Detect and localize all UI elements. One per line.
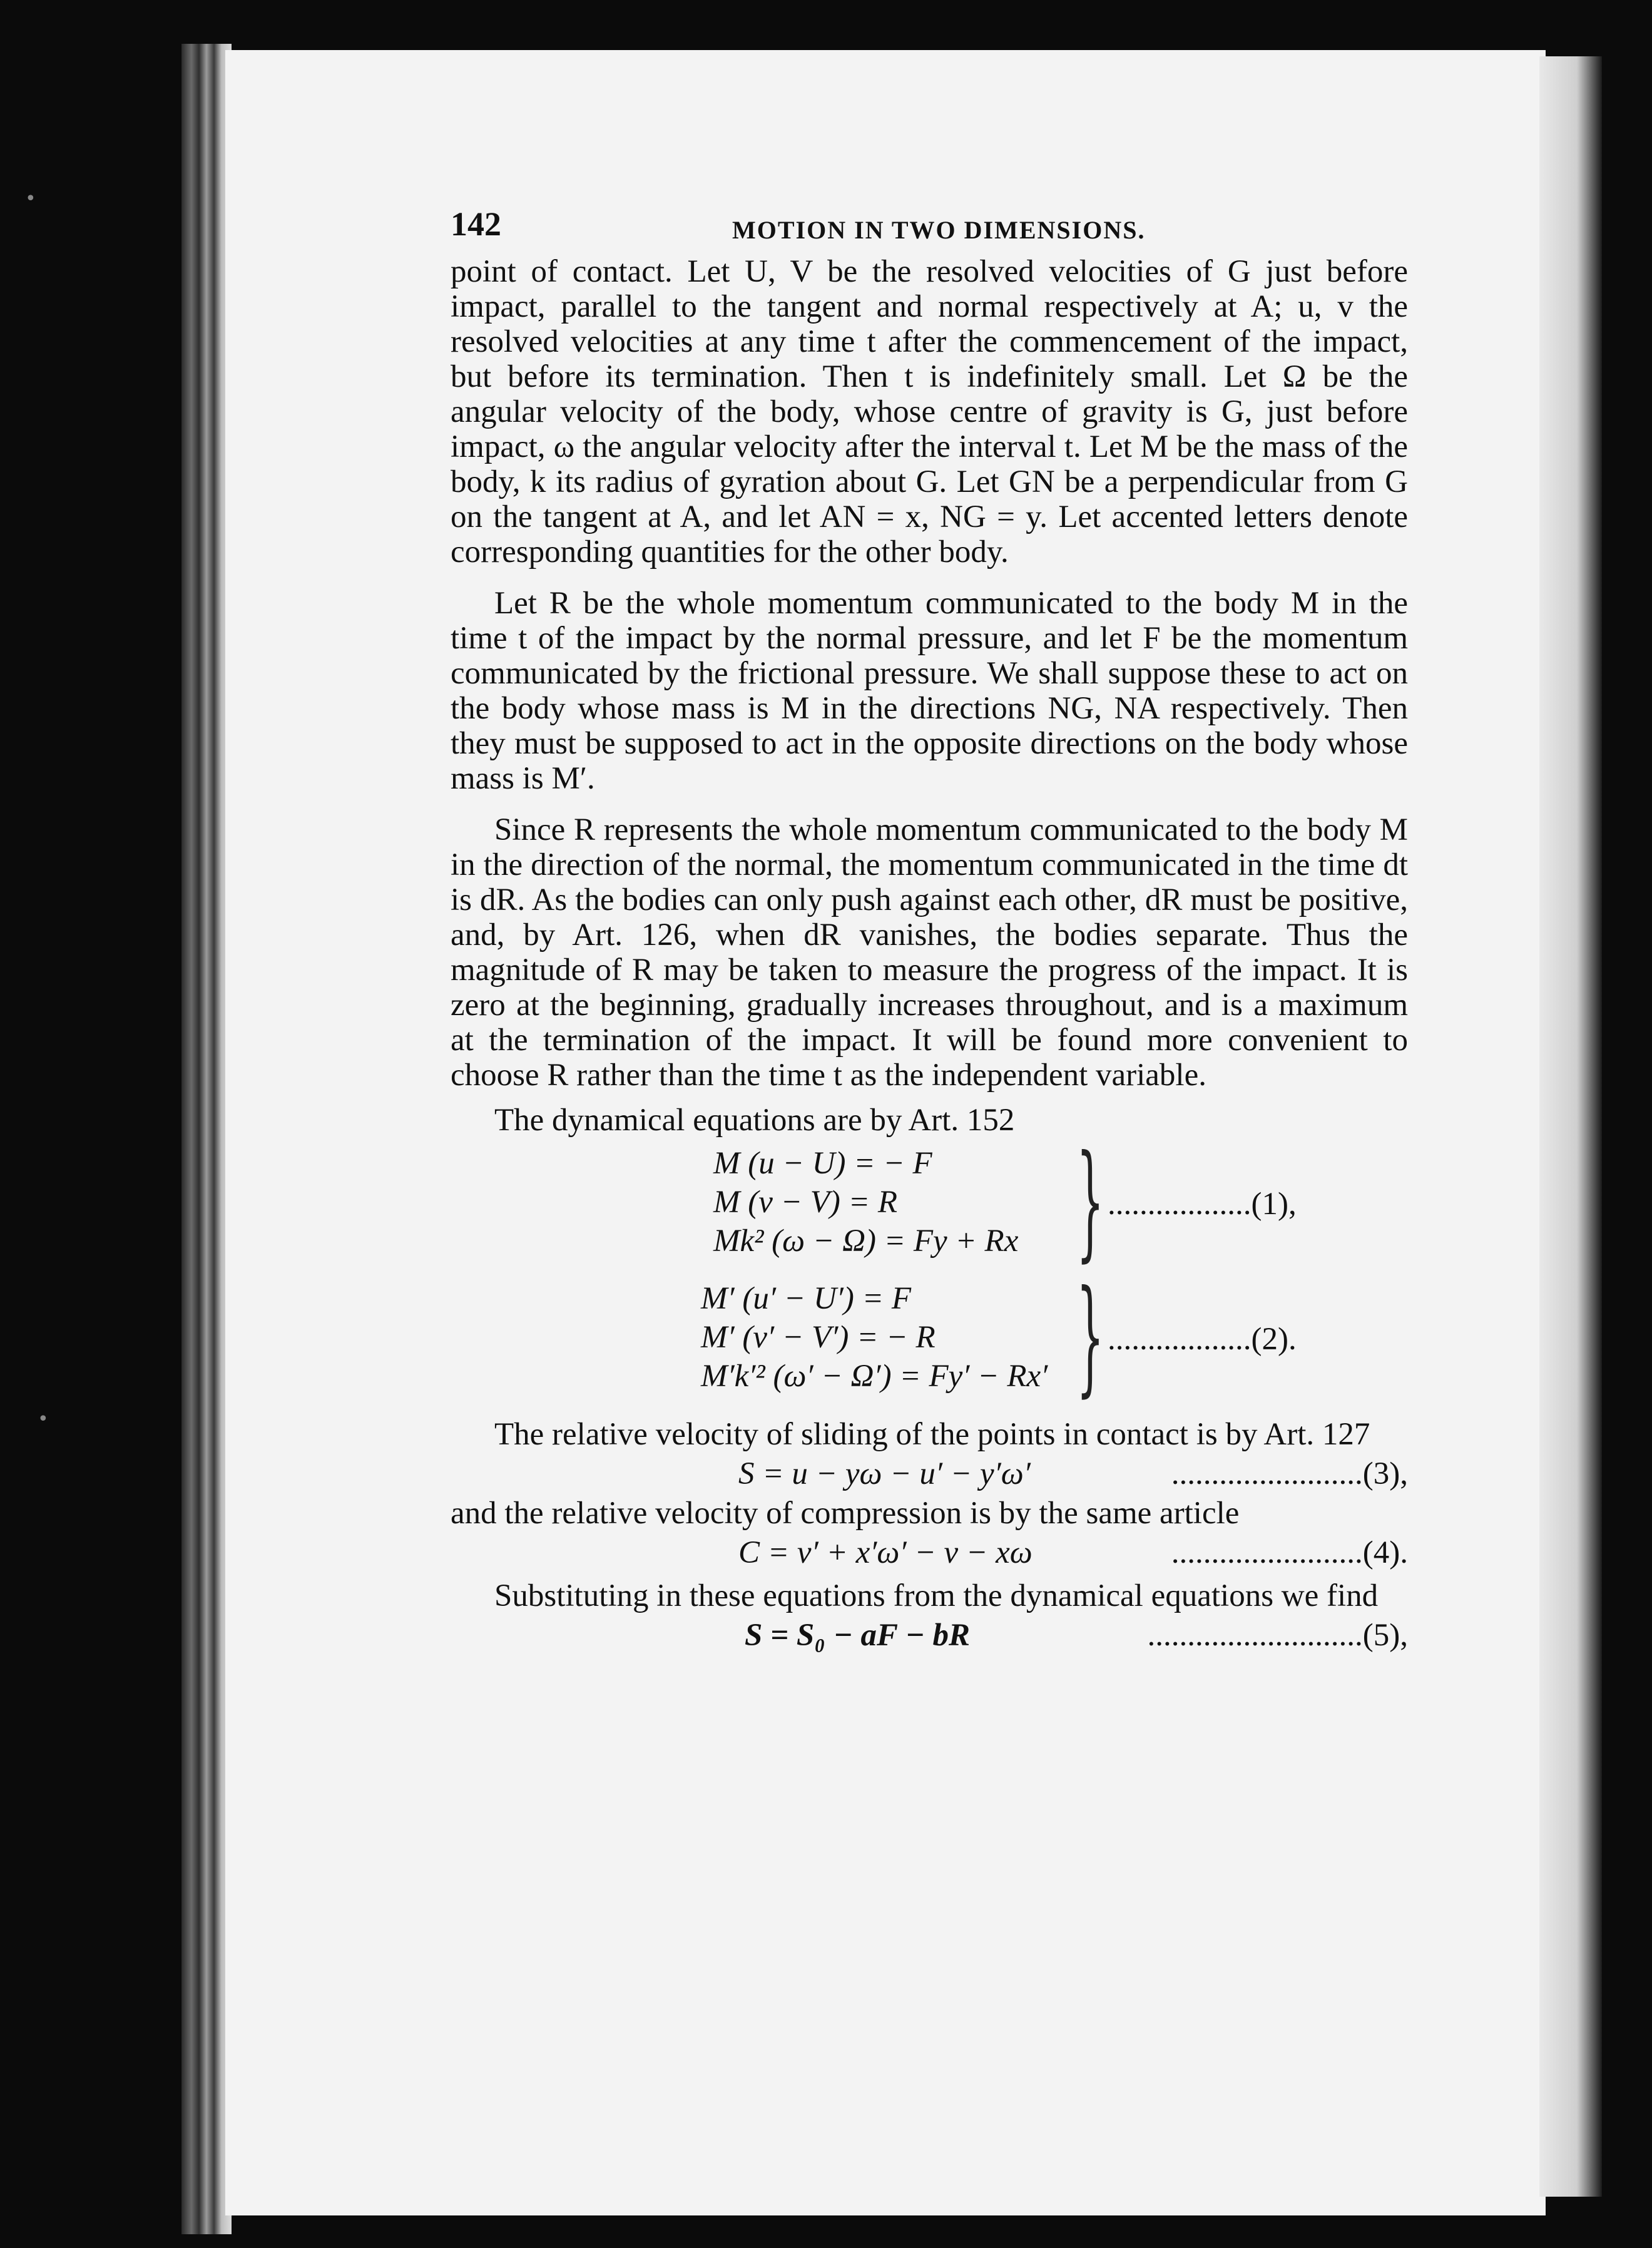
equation-4: [451, 1531, 1408, 1575]
equation-line: M′k′² (ω′ − Ω′) = Fy′ − Rx′: [701, 1359, 1048, 1394]
equation-label-4: ........................(4).: [1171, 1535, 1408, 1570]
equation-line: M′ (u′ − U′) = F: [701, 1281, 911, 1316]
equation-line: M′ (v′ − V′) = − R: [701, 1320, 936, 1355]
equation-line: M (v − V) = R: [713, 1185, 897, 1220]
paragraph-4: The dynamical equations are by Art. 152: [494, 1103, 1015, 1138]
paragraph-substituting: Substituting in these equations from the dynamical equations we find: [494, 1578, 1379, 1613]
page-content: [451, 200, 1408, 1657]
equation-formula: S = u − yω − u′ − y′ω′: [738, 1456, 1031, 1491]
scan-speck: •: [38, 1408, 49, 1430]
equation-line: Mk² (ω − Ω) = Fy + Rx: [713, 1224, 1019, 1259]
curly-brace: }: [1076, 1264, 1104, 1409]
facing-page-edge: [1539, 56, 1602, 2197]
paragraph-compression: and the relative velocity of compression is by the same article: [451, 1496, 1240, 1531]
equation-label-1: ..................(1),: [1108, 1187, 1297, 1222]
equation-label-2: ..................(2).: [1108, 1322, 1297, 1357]
equation-3: [451, 1452, 1408, 1496]
paragraph-sliding: The relative velocity of sliding of the points in contact is by Art. 127: [494, 1417, 1370, 1452]
curly-brace: }: [1076, 1128, 1104, 1274]
page-header: [451, 200, 1408, 250]
equation-formula: S = S₀ − aF − bR: [745, 1618, 970, 1653]
paragraph-1: point of contact. Let U, V be the resolved velocities of G just before impact, parallel to the tangent and normal respectively at A; u, v the resolved velocities at any time t after the commencement of the impact, but before its termination. Then t is indefinitely small. Let Ω be the angular velocity of the body, whose centre of gravity is G, just before impact, ω the angular velocity after the interval t. Let M be the mass of the body, k its radius of gyration about G. Let GN be a perpendicular from G on the tangent at A, and let AN = x, NG = y. Let accented letters denote corresponding quantities for the other body.: [451, 254, 1408, 570]
page-number: 142: [451, 205, 501, 243]
scan-speck: •: [25, 188, 36, 210]
equation-label-5: ...........................(5),: [1147, 1618, 1408, 1653]
equation-formula: C = v′ + x′ω′ − v − xω: [738, 1535, 1032, 1570]
equation-label-3: ........................(3),: [1171, 1456, 1408, 1491]
paragraph-3: Since R represents the whole momentum communicated to the body M in the direction of the normal, the momentum communicated in the time dt is dR. As the bodies can only push against each other, dR must be positive, and, by Art. 126, when dR vanishes, the bodies separate. Thus the magnitude of R may be taken to measure the progress of the impact. It is zero at the beginning, gradually increases throughout, and is a maximum at the termination of the impact. It will be found more convenient to choose R rather than the time t as the independent variable.: [451, 812, 1408, 1093]
equation-line: M (u − U) = − F: [713, 1146, 932, 1181]
running-title: MOTION IN TWO DIMENSIONS.: [732, 216, 1146, 244]
equation-5: [451, 1613, 1408, 1657]
paragraph-2: Let R be the whole momentum communicated to the body M in the time t of the impact by the normal pressure, and let F be the momentum communicated by the frictional pressure. We shall suppose these to act on the body whose mass is M in the directions NG, NA respectively. Then they must be supposed to act in the opposite directions on the body whose mass is M′.: [451, 586, 1408, 796]
equation-group-2: [451, 1264, 1408, 1409]
book-spine: [181, 44, 232, 2234]
equation-group-1: [451, 1128, 1408, 1274]
